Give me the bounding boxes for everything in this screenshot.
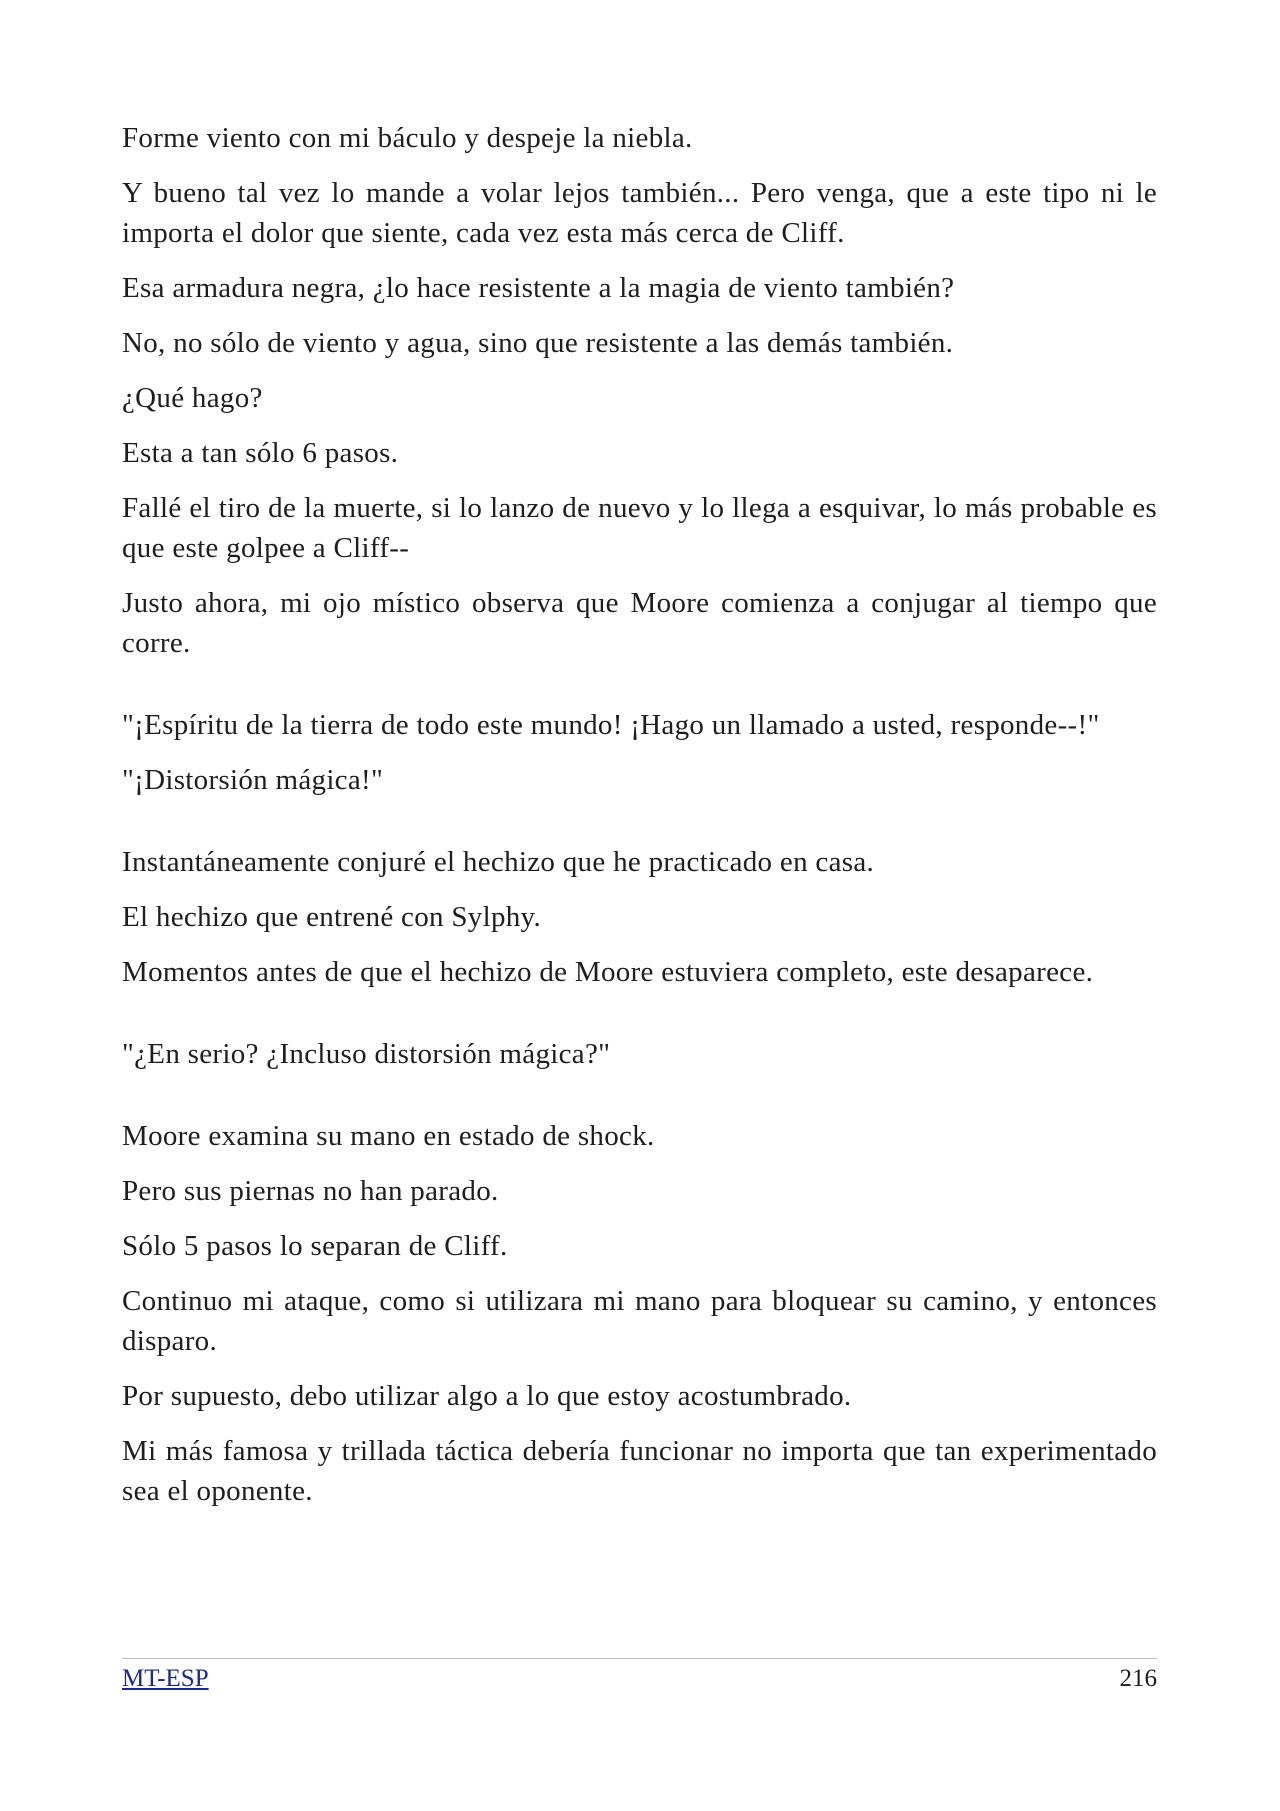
- paragraph: Esta a tan sólo 6 pasos.: [122, 437, 399, 469]
- page-number: 216: [1119, 1665, 1157, 1692]
- paragraph: ¿Qué hago?: [122, 382, 263, 414]
- footer-link[interactable]: MT-ESP: [122, 1665, 209, 1692]
- paragraph: Por supuesto, debo utilizar algo a lo que estoy acostumbrado.: [122, 1380, 852, 1412]
- paragraph: Pero sus piernas no han parado.: [122, 1175, 499, 1207]
- paragraph: Y bueno tal vez lo mande a volar lejos también... Pero venga, que a este tipo ni le importa el dolor que siente, cada vez esta más cerca de Cliff.: [122, 177, 1157, 249]
- dialogue-paragraph: "¿En serio? ¿Incluso distorsión mágica?": [122, 1038, 611, 1070]
- paragraph: Instantáneamente conjuré el hechizo que he practicado en casa.: [122, 846, 875, 878]
- paragraph: Esa armadura negra, ¿lo hace resistente a la magia de viento también?: [122, 272, 955, 304]
- page-body: [122, 118, 1157, 1526]
- paragraph: Continuo mi ataque, como si utilizara mi mano para bloquear su camino, y entonces disparo.: [122, 1285, 1157, 1357]
- paragraph: Justo ahora, mi ojo místico observa que Moore comienza a conjugar al tiempo que corre.: [122, 587, 1157, 659]
- section-gap: [122, 1007, 1157, 1034]
- paragraph: Sólo 5 pasos lo separan de Cliff.: [122, 1230, 508, 1262]
- section-gap: [122, 678, 1157, 705]
- dialogue-paragraph: "¡Distorsión mágica!": [122, 764, 384, 796]
- paragraph: Fallé el tiro de la muerte, si lo lanzo de nuevo y lo llega a esquivar, lo más probable es que este golpee a Cliff--: [122, 492, 1157, 564]
- dialogue-paragraph: "¡Espíritu de la tierra de todo este mundo! ¡Hago un llamado a usted, responde--!": [122, 709, 1100, 741]
- paragraph: Forme viento con mi báculo y despeje la niebla.: [122, 122, 693, 154]
- section-gap: [122, 1089, 1157, 1116]
- paragraph: Momentos antes de que el hechizo de Moore estuviera completo, este desaparece.: [122, 956, 1094, 988]
- section-gap: [122, 815, 1157, 842]
- paragraph: Mi más famosa y trillada táctica debería funcionar no importa que tan experimentado sea el oponente.: [122, 1435, 1157, 1507]
- paragraph: No, no sólo de viento y agua, sino que resistente a las demás también.: [122, 327, 954, 359]
- paragraph: Moore examina su mano en estado de shock.: [122, 1120, 655, 1152]
- paragraph: El hechizo que entrené con Sylphy.: [122, 901, 542, 933]
- page-footer: [122, 1658, 1157, 1695]
